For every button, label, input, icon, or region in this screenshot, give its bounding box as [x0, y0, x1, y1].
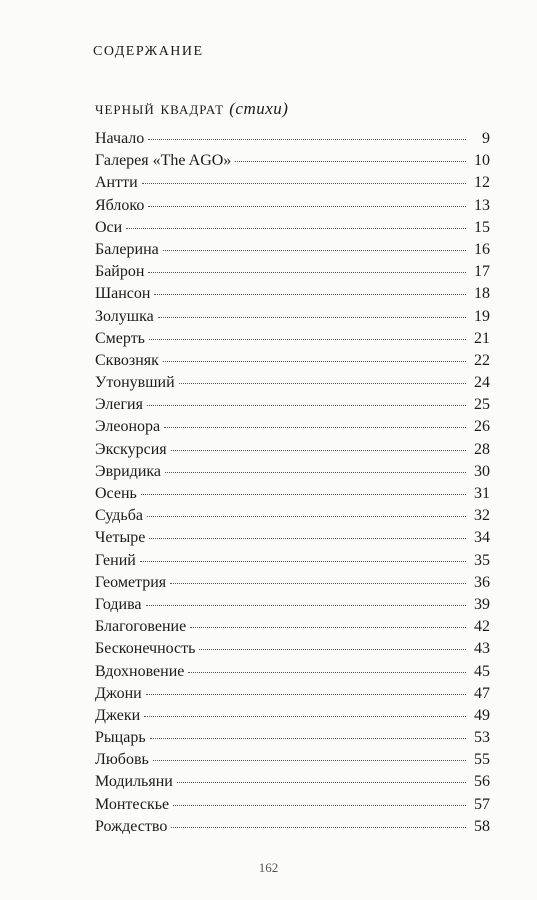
dot-leader	[147, 405, 466, 406]
toc-entry-title: Джони	[95, 684, 142, 702]
toc-entry-page: 35	[474, 551, 490, 569]
toc-entry	[95, 372, 490, 394]
toc-entry-page: 57	[474, 795, 490, 813]
toc-entry-page: 58	[474, 817, 490, 835]
toc-entry	[95, 749, 490, 771]
toc-entry	[95, 705, 490, 727]
toc-entry	[95, 794, 490, 816]
toc-entry-page: 12	[474, 174, 490, 192]
dot-leader	[173, 805, 466, 806]
toc-entry-page: 32	[474, 507, 490, 525]
toc-entry-title: Бесконечность	[95, 640, 196, 658]
toc-entry-title: Галерея «The AGO»	[95, 152, 232, 170]
toc-entry	[95, 550, 490, 572]
toc-entry-page: 36	[474, 573, 490, 591]
toc-entry	[95, 239, 490, 261]
toc-entry	[95, 505, 490, 527]
toc-entry-page: 42	[474, 618, 490, 636]
section-subtitle: (стихи)	[229, 99, 289, 118]
dot-leader	[163, 361, 466, 362]
dot-leader	[146, 694, 466, 695]
toc-entry	[95, 594, 490, 616]
toc-entry	[95, 195, 490, 217]
toc-entry	[95, 350, 490, 372]
toc-entry-page: 56	[474, 773, 490, 791]
dot-leader	[171, 450, 466, 451]
dot-leader	[149, 339, 466, 340]
toc-entry-title: Четыре	[95, 529, 146, 547]
toc-entry-page: 31	[474, 485, 490, 502]
dot-leader	[164, 427, 466, 428]
toc-entry-page: 47	[474, 684, 490, 702]
dot-leader	[148, 139, 466, 140]
dot-leader	[141, 494, 466, 495]
toc-entry-page: 22	[474, 351, 490, 369]
toc-entry-title: Благоговение	[95, 618, 187, 636]
toc-entry-title: Судьба	[95, 507, 143, 525]
toc-entry-title: Годива	[95, 595, 142, 613]
dot-leader	[140, 561, 466, 562]
toc-entry-title: Геометрия	[95, 573, 167, 591]
toc-entry-page: 55	[474, 751, 490, 769]
toc-entry-title: Балерина	[95, 240, 159, 258]
toc-entry-page: 39	[474, 595, 490, 613]
toc-entry-page: 9	[482, 130, 490, 147]
toc-entry	[95, 483, 490, 505]
toc-entry-page: 19	[474, 307, 490, 325]
toc-entry	[95, 683, 490, 705]
toc-entry-page: 45	[474, 662, 490, 680]
dot-leader	[148, 272, 466, 273]
toc-entry-title: Утонувший	[95, 374, 175, 392]
dot-leader	[153, 760, 466, 761]
toc-entry	[95, 572, 490, 594]
dot-leader	[163, 250, 466, 251]
section-title: черный квадрат	[95, 98, 225, 119]
toc-entry	[95, 172, 490, 194]
toc-entry	[95, 128, 490, 150]
dot-leader	[154, 294, 466, 295]
dot-leader	[190, 627, 466, 628]
toc-entry-title: Начало	[95, 130, 145, 147]
toc-entry	[95, 771, 490, 793]
dot-leader	[177, 782, 466, 783]
toc-entry-title: Эвридика	[95, 462, 162, 480]
toc-entry	[95, 261, 490, 283]
toc-entry-page: 21	[474, 329, 490, 347]
toc-entry	[95, 416, 490, 438]
toc-entry	[95, 283, 490, 305]
toc-entry-page: 49	[474, 706, 490, 724]
dot-leader	[146, 605, 466, 606]
toc-entry-title: Элегия	[95, 396, 143, 414]
toc-entry-page: 30	[474, 462, 490, 480]
toc-list	[95, 128, 490, 838]
toc-entry-title: Сквозняк	[95, 351, 159, 369]
toc-entry	[95, 306, 490, 328]
toc-entry-page: 53	[474, 729, 490, 747]
dot-leader	[165, 472, 466, 473]
toc-entry-title: Любовь	[95, 751, 149, 769]
toc-entry	[95, 439, 490, 461]
toc-entry-title: Вдохновение	[95, 662, 185, 680]
dot-leader	[150, 738, 466, 739]
toc-entry-page: 26	[474, 418, 490, 436]
dot-leader	[179, 383, 466, 384]
dot-leader	[148, 206, 466, 207]
toc-entry-title: Байрон	[95, 263, 145, 281]
toc-entry	[95, 328, 490, 350]
dot-leader	[144, 716, 466, 717]
toc-entry-page: 34	[474, 529, 490, 547]
toc-entry-title: Гений	[95, 551, 136, 569]
toc-entry-title: Осень	[95, 485, 137, 502]
page-number: 162	[258, 860, 279, 875]
toc-heading: содержание	[93, 38, 204, 60]
toc-entry	[95, 394, 490, 416]
toc-entry-title: Рождество	[95, 817, 168, 835]
toc-entry-page: 15	[474, 218, 490, 236]
toc-entry-page: 25	[474, 396, 490, 414]
dot-leader	[188, 672, 466, 673]
toc-entry-title: Золушка	[95, 307, 154, 325]
dot-leader	[171, 827, 466, 828]
toc-entry-page: 43	[474, 640, 490, 658]
toc-entry	[95, 661, 490, 683]
toc-entry-page: 16	[474, 240, 490, 258]
toc-entry-title: Рыцарь	[95, 729, 146, 747]
toc-entry-page: 18	[474, 285, 490, 303]
toc-entry-title: Смерть	[95, 329, 145, 347]
toc-entry-title: Модильяни	[95, 773, 173, 791]
toc-entry	[95, 150, 490, 172]
toc-entry	[95, 461, 490, 483]
toc-entry	[95, 616, 490, 638]
toc-entry-title: Элеонора	[95, 418, 161, 436]
dot-leader	[170, 583, 466, 584]
dot-leader	[147, 516, 466, 517]
toc-entry-page: 17	[474, 263, 490, 281]
toc-entry-page: 10	[474, 152, 490, 170]
toc-entry-page: 13	[474, 196, 490, 214]
toc-entry	[95, 527, 490, 549]
dot-leader	[158, 317, 466, 318]
dot-leader	[126, 228, 466, 229]
toc-entry-title: Яблоко	[95, 196, 145, 214]
toc-entry	[95, 217, 490, 239]
toc-entry	[95, 638, 490, 660]
dot-leader	[142, 183, 466, 184]
toc-entry	[95, 816, 490, 838]
toc-entry-title: Монтескье	[95, 795, 170, 813]
toc-entry-title: Шансон	[95, 285, 151, 303]
dot-leader	[235, 161, 466, 162]
toc-entry	[95, 727, 490, 749]
toc-entry-page: 24	[474, 374, 490, 392]
toc-entry-page: 28	[474, 440, 490, 458]
toc-entry-title: Экскурсия	[95, 440, 167, 458]
toc-entry-title: Оси	[95, 218, 123, 236]
toc-entry-title: Джеки	[95, 706, 141, 724]
toc-entry-title: Антти	[95, 174, 138, 192]
dot-leader	[199, 649, 466, 650]
dot-leader	[149, 538, 466, 539]
section-heading	[95, 98, 288, 120]
